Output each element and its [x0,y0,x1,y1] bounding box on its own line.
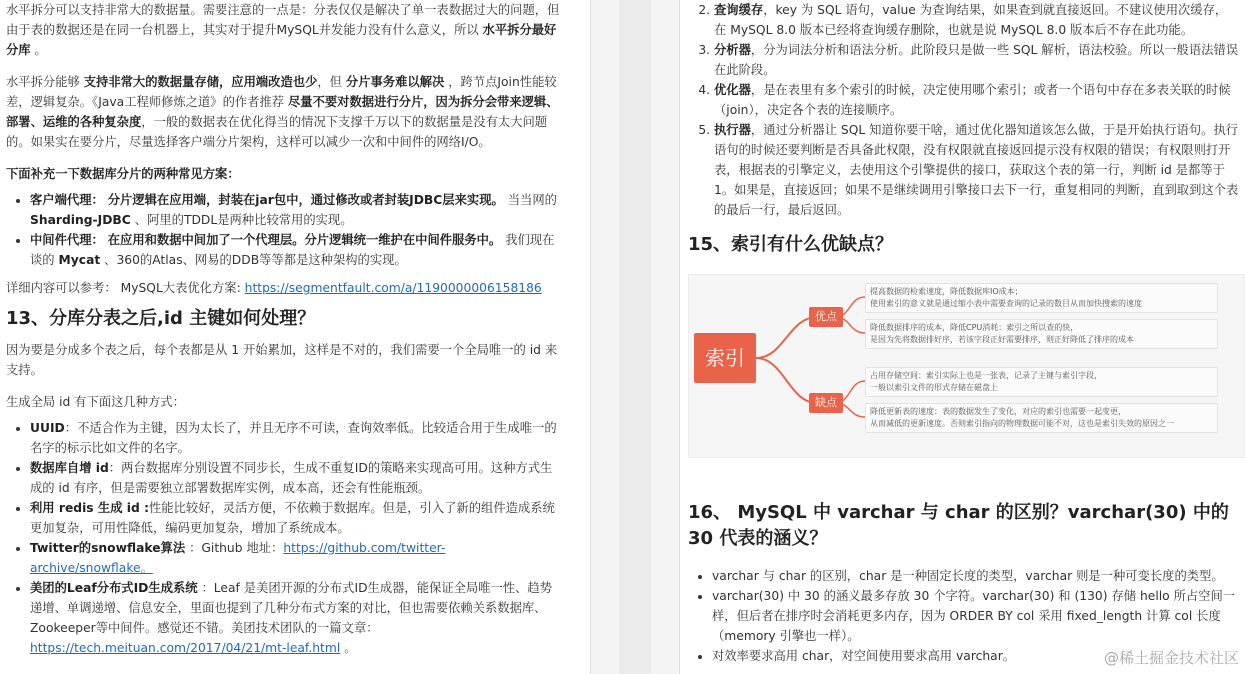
bold-text: 中间件代理： [30,233,104,247]
note-line: 降低更新表的速度：表的数据发生了变化，对应的索引也需要一起变更， [870,407,1126,416]
mindmap-note [865,403,1218,433]
list-item: • varchar(30) 中 30 的涵义最多存放 30 个字符。varchar(30) 和 (130) 存储 hello 所占空间一样，但后者在排序时会消耗更多内存，因为 ORDER BY col 采用 fixed_length 计算 col 长度（memory 引擎也一样）。 [712,586,1239,646]
index-pros-cons-mindmap [688,274,1245,458]
list-item [714,0,1239,40]
bold-text: 尽量不要对数据进行分片，因为拆分会带来逻辑、部署、运维的各种复杂度 [6,95,559,129]
text: ，key 为 SQL 语句，value 为查询结果，如果查到就直接返回。不建议使用次缓存，在 MySQL 8.0 版本已经将查询缓存删除，也就是说 MySQL 8.0 版本后不存在此功能。 [714,3,1228,37]
mindmap-note [865,367,1218,397]
paragraph [6,72,560,152]
section-heading-13: 13、分库分表之后,id 主键如何处理？ [6,308,316,329]
mindmap-note [865,283,1218,313]
connector-pro [756,317,817,358]
bold-text: 数据库自增 id [30,461,109,475]
bold-text: 执行器 [714,123,751,137]
bold-text: Mycat [58,253,101,267]
note-line: 是因为先将数据排好序，若该字段正好需要排序，则正好降低了排序的成本 [870,335,1134,344]
note-line: 从而减低的更新速度。否则索引指向的物理数据可能不对，这也是索引失效的原因之一 [870,419,1174,428]
bold-text: 优化器 [714,83,751,97]
text: 当当网的 [507,193,557,207]
text: 、阿里的TDDL是两种比较常用的实现。 [134,213,353,227]
mindmap-root: 索引 [694,333,756,383]
list-item [714,40,1239,80]
text: ，但 [317,75,342,89]
reference-link[interactable]: https://segmentfault.com/a/1190000006158186 [244,281,542,295]
text: ，是在表里有多个索引的时候，决定使用哪个索引；或者一个语句中存在多表关联的时候（join），决定各个表的连接顺序。 [714,83,1231,117]
note-line: 使用索引的意义就是通过缩小表中需要查询的记录的数目从而加快搜索的速度 [870,299,1142,308]
bold-text: 水平拆分最好分库 [6,23,557,57]
section-16 [688,500,1239,666]
gutter-shadow [619,0,651,674]
bold-text: 分片逻辑在应用端，封装在jar包中，通过修改或者封装JDBC层来实现。 [107,193,504,207]
list-item: • varchar 与 char 的区别，char 是一种固定长度的类型，varchar 则是一种可变长度的类型。 [712,566,1239,586]
bullet-list [6,190,560,270]
mindmap-pros: 优点 [809,307,843,327]
mindmap-note [865,319,1218,349]
text: 水平拆分可以支持非常大的数据量。需要注意的一点是：分表仅仅是解决了单一表数据过大的问题，但由于表的数据还是在同一台机器上，其实对于提升MySQL并发能力没有什么意义，所以 [6,3,560,37]
text: 性能比较好，灵活方便，不依赖于数据库。但是，引入了新的组件造成系统更加复杂，可用性降低，编码更加复杂，增加了系统成本。 [30,501,555,535]
list-item [30,498,560,538]
bold-text: 客户端代理： [30,193,104,207]
text: ：Leaf 是美团开源的分布式ID生成器，能保证全局唯一性、趋势递增、单调递增、信息安全，里面也提到了几种分布式方案的对比，但也需要依赖关系数据库、Zookeeper等中间件。感觉还不错。美团技术团队的一篇文章： [30,581,552,635]
bold-text: UUID [30,421,65,435]
note-line: 降低数据排序的成本，降低CPU消耗：索引之所以查的快， [870,323,1079,332]
paragraph [6,0,560,60]
list-item [714,120,1239,220]
text: 、360的Atlas、网易的DDB等等都是这种架构的实现。 [104,253,407,267]
bold-text: 分片事务难以解决 [345,75,445,89]
right-page [688,0,1245,674]
connector-con [756,358,817,403]
text: 详细内容可以参考： MySQL大表优化方案: [6,281,241,295]
bold-text: 下面补充一下数据库分片的两种常见方案： [6,167,240,181]
numbered-list [688,0,1239,220]
paragraph [6,278,560,298]
meituan-link[interactable]: https://tech.meituan.com/2017/04/21/mt-leaf.html [30,641,341,655]
section-heading-15: 15、索引有什么优缺点？ [688,234,894,255]
text: 。 [344,641,357,655]
text: ，分为词法分析和语法分析。此阶段只是做一些 SQL 解析，语法校验。所以一般语法错误在此阶段。 [714,43,1239,77]
text: ，跨节点Join性能较差，逻辑复杂。《Java工程师修炼之道》的作者推荐 [6,75,557,109]
list-item: • 对效率要求高用 char，对空间使用要求高用 varchar。 [712,646,1239,666]
bold-text: 美团的Leaf分布式ID生成系统 [30,581,198,595]
list-item [30,230,560,270]
left-page [0,0,568,674]
watermark: @稀土掘金技术社区 [1103,649,1239,667]
text: ，一般的数据表在优化得当的情况下支撑千万以下的数据量是没有太大问题的。如果实在要分片，尽量选择客户端分片架构，这样可以减少一次和中间件的网络I/O。 [6,115,548,149]
text: ：不适合作为主键，因为太长了，并且无序不可读，查询效率低。比较适合用于生成唯一的名字的标示比如文件的名字。 [30,421,557,455]
text: 我们现在谈的 [30,233,555,267]
paragraph: 生成全局 id 有下面这几种方式： [6,395,185,409]
text: ：Github 地址： [189,541,284,555]
text: 水平拆分能够 [6,75,80,89]
bullet-list [6,418,560,658]
mindmap-cons: 缺点 [809,393,843,413]
list-item [30,418,560,458]
note-line: 占用存储空间：索引实际上也是一张表，记录了主键与索引字段， [870,371,1102,380]
bold-text: Twitter的snowflake算法 [30,541,186,555]
list-item [30,458,560,498]
paragraph: 因为要是分成多个表之后，每个表都是从 1 开始累加，这样是不对的，我们需要一个全局唯一的 id 来支持。 [6,343,558,377]
note-line: 提高数据的检索速度，降低数据库IO成本； [870,287,1023,296]
bold-text: 在应用和数据中间加了一个代理层。分片逻辑统一维护在中间件服务中。 [107,233,502,247]
note-line: 一般以索引文件的形式存储在磁盘上 [870,383,998,392]
bold-text: 利用 redis 生成 id : [30,501,149,515]
list-item [714,80,1239,120]
list-item [30,190,560,230]
page-gutter [590,0,680,674]
bold-text: Sharding-JDBC [30,213,131,227]
text: ，通过分析器让 SQL 知道你要干啥，通过优化器知道该怎么做，于是开始执行语句。执行语句的时候还要判断是否具备此权限，没有权限就直接返回提示没有权限的错误；有权限则打开表，根据表的引擎定义，去使用这个引擎提供的接口，获取这个表的第一行，判断 id 是都等于 1。如果是，直接返回；如果不是继续调用引擎接口去下一行，重复相同的判断，直到取到这个表的最后一行，最后返回。 [714,123,1239,217]
list-item [30,578,560,658]
list-item [30,538,560,578]
bold-text: 支持非常大的数据量存储，应用端改造也少 [83,75,318,89]
bold-text: 查询缓存 [714,3,764,17]
bold-text: 分析器 [714,43,751,57]
text: ：两台数据库分别设置不同步长，生成不重复ID的策略来实现高可用。这种方式生成的 id 有序，但是需要独立部署数据库实例，成本高，还会有性能瓶颈。 [30,461,553,495]
text: 。 [34,43,47,57]
section-heading-16: 16、 MySQL 中 varchar 与 char 的区别？varchar(30) 中的 30 代表的涵义？ [688,502,1229,549]
github-link[interactable]: https://github.com/twitter-archive/snowflake。 [30,541,446,575]
paragraph [6,164,560,184]
